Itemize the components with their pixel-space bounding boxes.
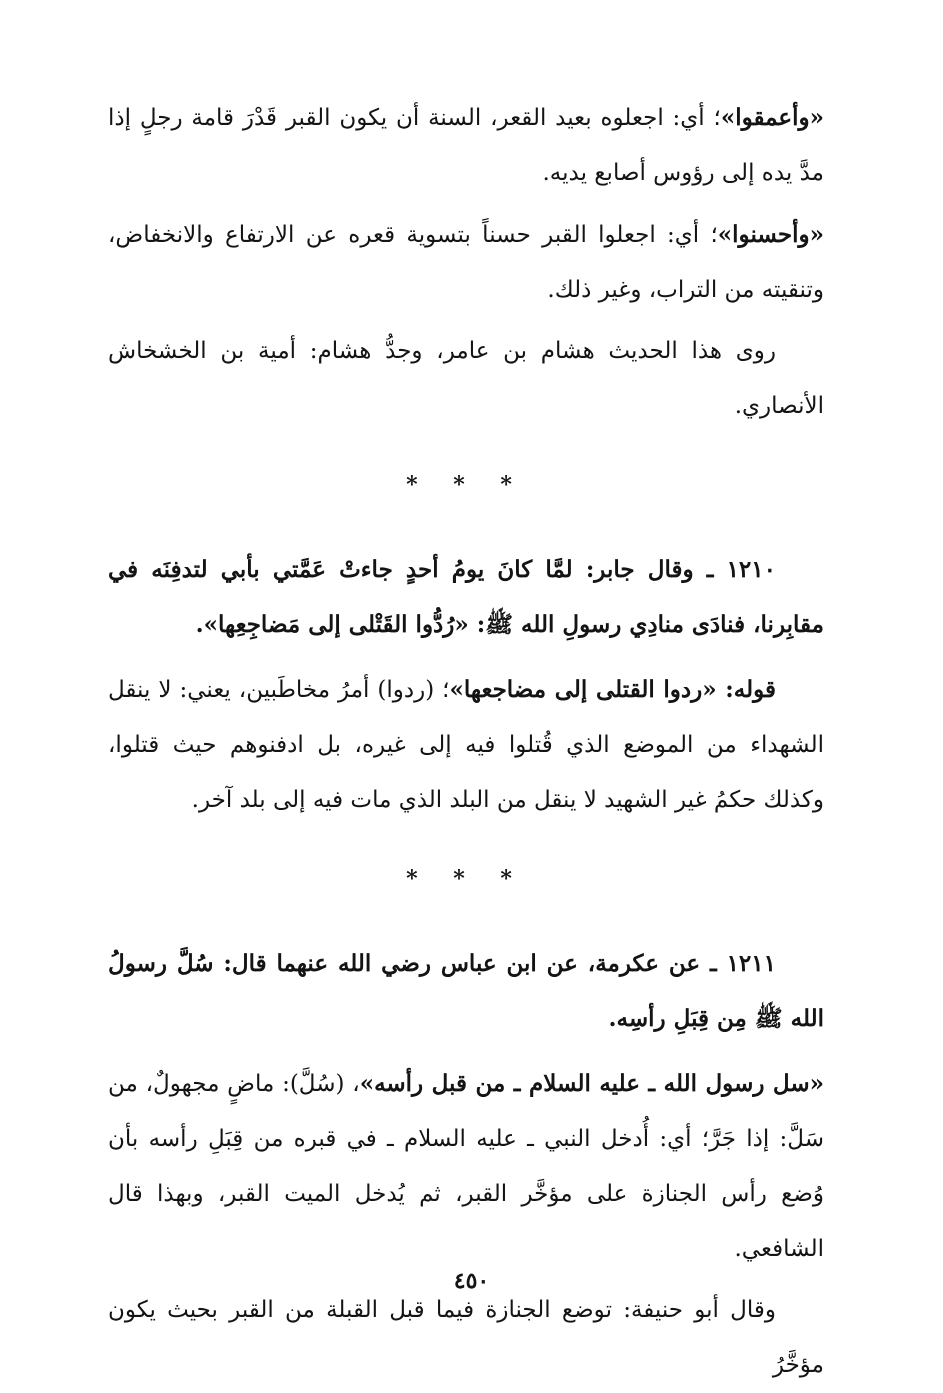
paragraph-text: ؛ أي: اجعلوا القبر حسناً بتسوية قعره عن الارتفاع والانخفاض، وتنقيته من التراب، وغير ذلك. [108,222,824,303]
paragraph-wa-a-miqu [108,90,824,201]
section-separator: * * * [406,866,526,892]
paragraph-narrator-note [108,324,824,434]
term-wa-a-miqu: «وأعمقوا» [720,104,824,131]
hadith-1211 [108,936,824,1046]
paragraph-text: ، (سُلَّ): ماضٍ مجهولٌ، من سَلَّ: إذا جَرَّ؛ أي: أُدخل النبي ـ عليه السلام ـ في قبره من قِبَلِ رأسه بأن وُضع رأس الجنازة على مؤخَّر القبر، ثم يُدخل الميت القبر، وبهذا قال الشافعي. [108,1071,824,1262]
hadith-text: ١٢١٠ ـ وقال جابر: لمَّا كانَ يومُ أحدٍ جاءتْ عَمَّتي بأبي لتدفِنَه في مقابِرنا، فنادَى منادِي رسولِ الله ﷺ: «رُدُّوا القَتْلى إلى مَضاجِعِها». [108,556,824,638]
paragraph-commentary-1210 [108,662,824,828]
term-wa-ahsinu: «وأحسنوا» [717,221,824,248]
paragraph-text: روى هذا الحديث هشام بن عامر، وجدُّ هشام: أمية بن الخشخاش الأنصاري. [108,338,824,419]
term-commentary-1210: قوله: «ردوا القتلى إلى مضاجعها» [449,676,776,703]
paragraph-abu-hanifa [108,1283,824,1393]
section-separator: * * * [406,472,526,498]
paragraph-commentary-1211 [108,1056,824,1277]
page-number: ٤٥٠ [453,1268,490,1294]
hadith-text: ١٢١١ ـ عن عكرمة، عن ابن عباس رضي الله عنهما قال: سُلَّ رسولُ الله ﷺ مِن قِبَلِ رأسِه. [108,950,824,1032]
term-commentary-1211: «سل رسول الله ـ عليه السلام ـ من قبل رأسه» [359,1070,824,1097]
paragraph-text: ؛ أي: اجعلوه بعيد القعر، السنة أن يكون القبر قَدْرَ قامة رجلٍ إذا مدَّ يده إلى رؤوس أصابع يديه. [108,105,824,186]
hadith-1210 [108,542,824,652]
paragraph-text: وقال أبو حنيفة: توضع الجنازة فيما قبل القبلة من القبر بحيث يكون مؤخَّرُ [108,1297,824,1378]
paragraph-wa-ahsinu [108,207,824,318]
paragraph-text: ؛ (ردوا) أمرُ مخاطَبين، يعني: لا ينقل الشهداء من الموضع الذي قُتلوا فيه إلى غيره، بل ادفنوهم حيث قتلوا، وكذلك حكمُ غير الشهيد لا ينقل من البلد الذي مات فيه إلى بلد آخر. [108,677,824,813]
page-body [108,90,824,1393]
